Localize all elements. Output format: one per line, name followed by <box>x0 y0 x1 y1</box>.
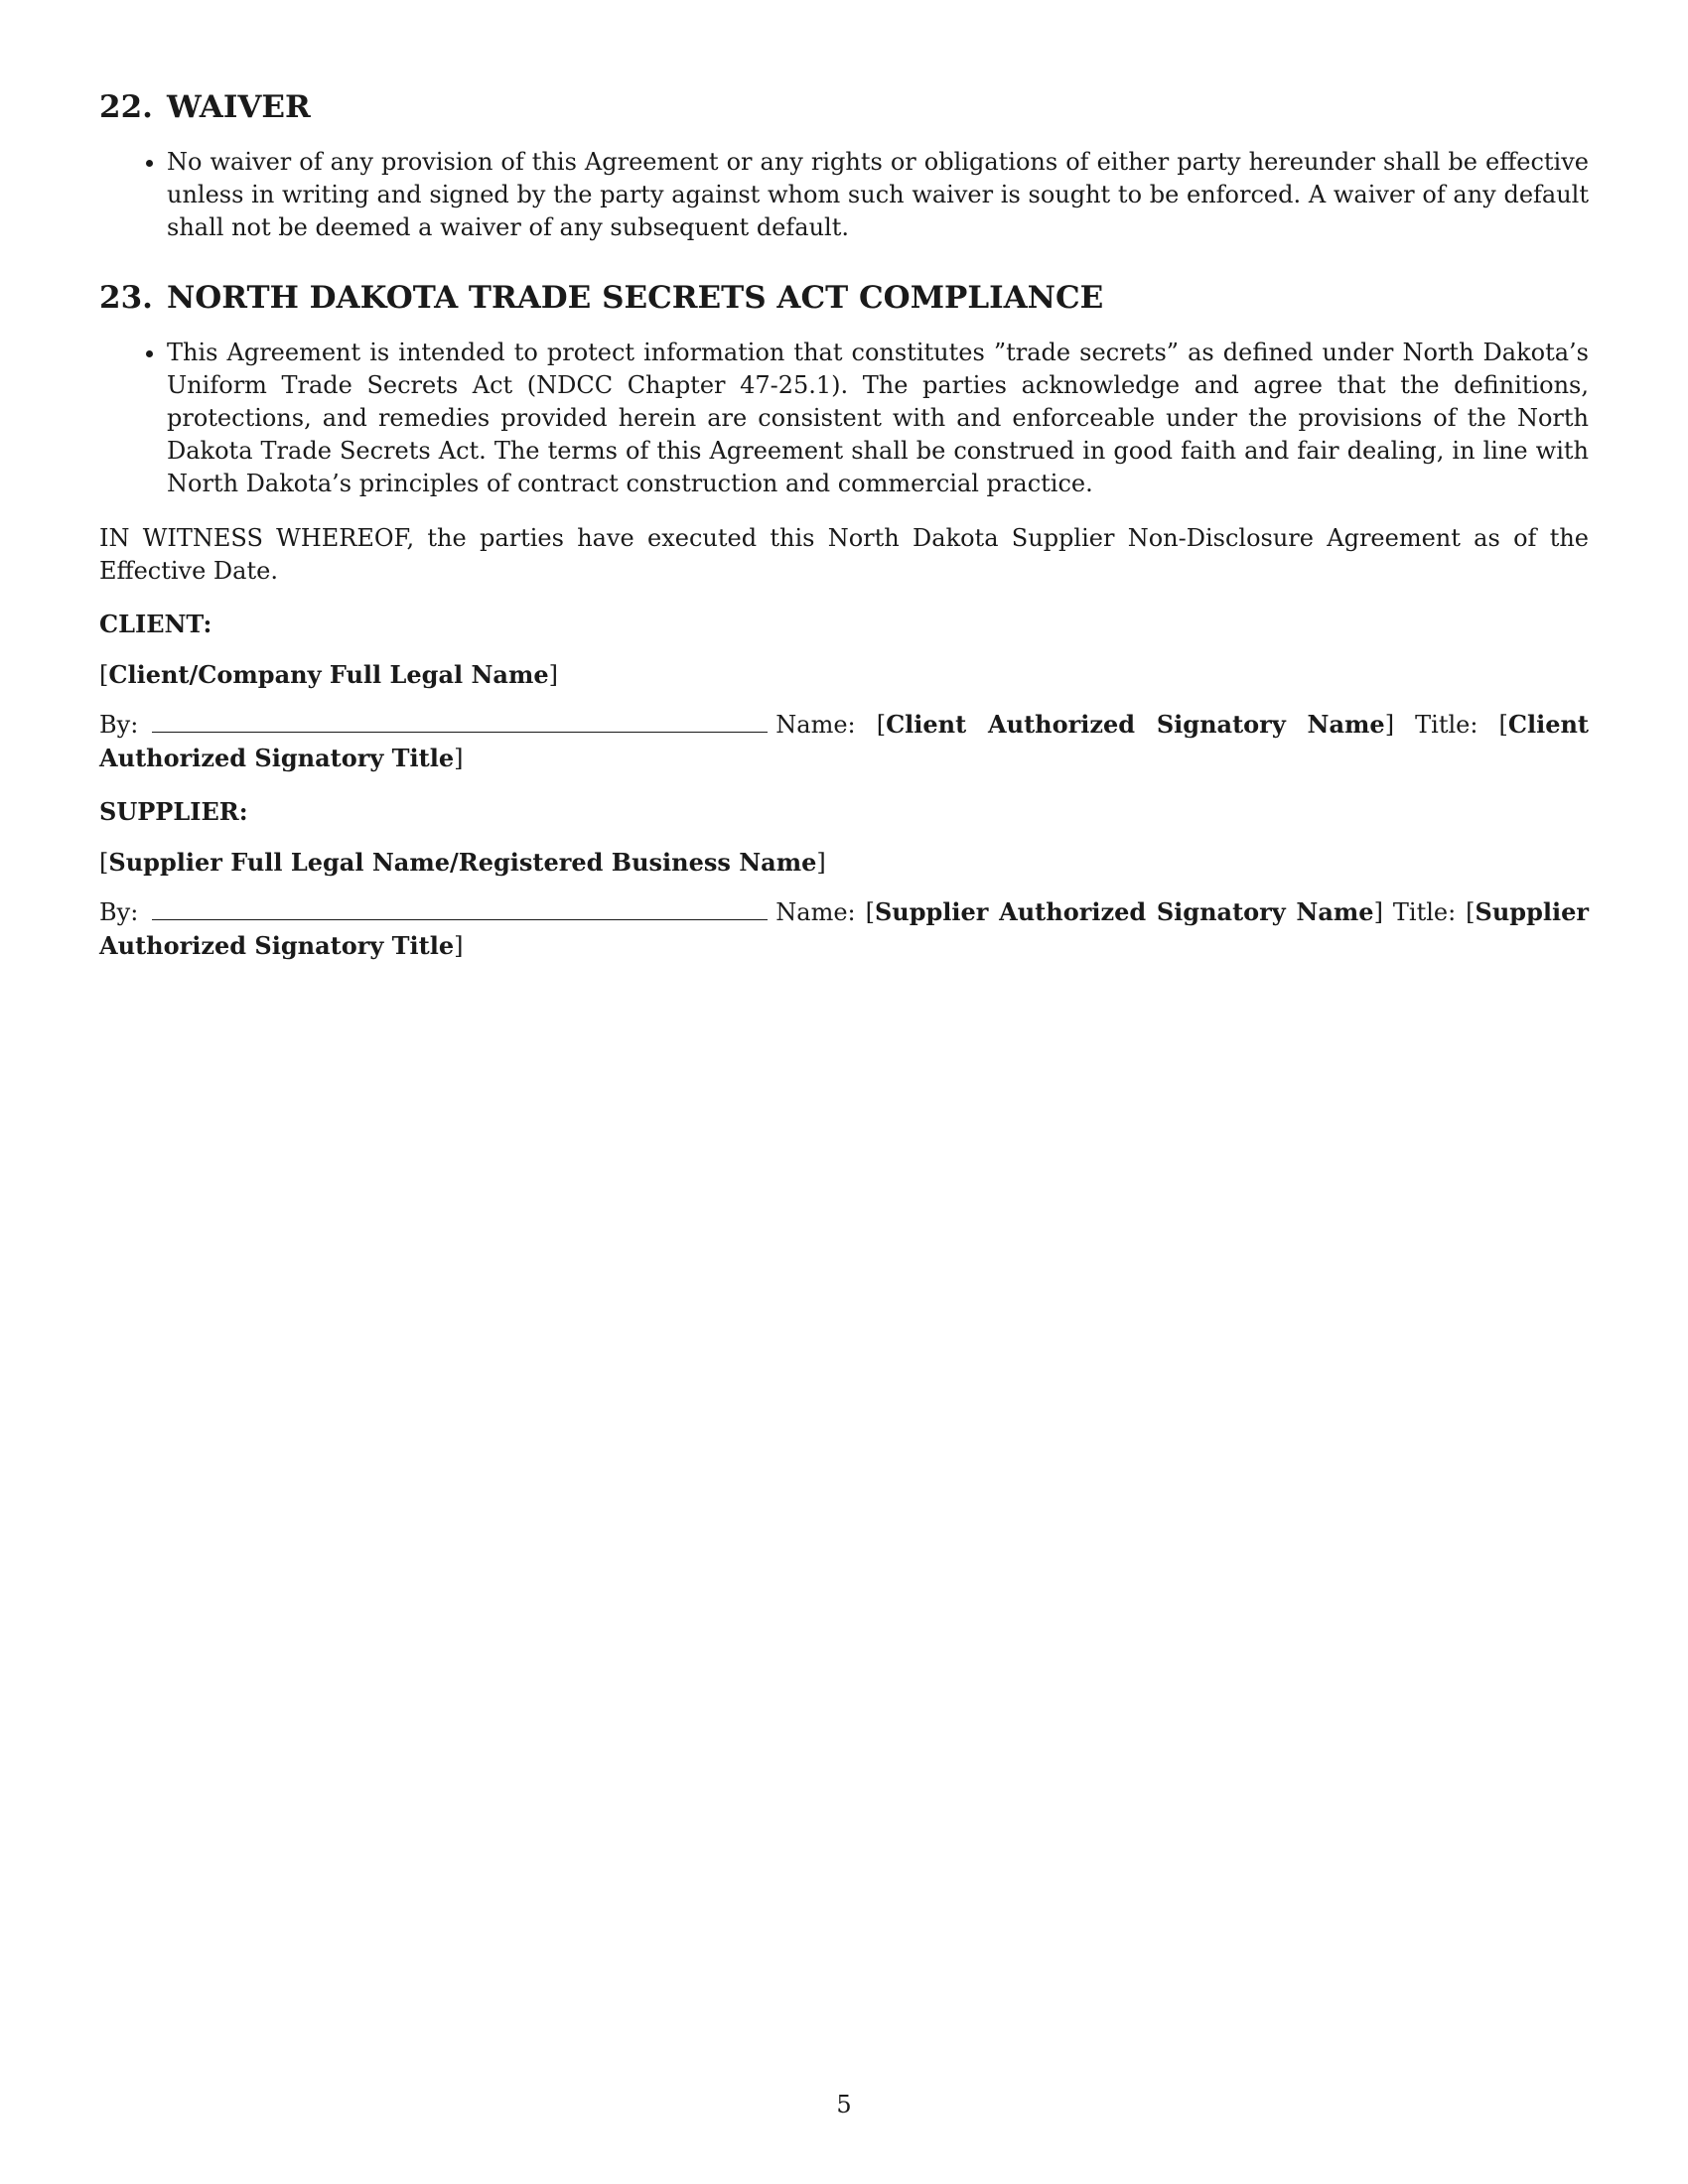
list-item: • No waiver of any provision of this Agreement or any rights or obligations of either party hereunder shall be effective unless in writing and signed by the party against whom such waiver is sought to be enforced. A waiver of any default shall not be deemed a waiver of any subsequent default. <box>167 146 1589 244</box>
client-party-name: [Client/Company Full Legal Name] <box>99 660 558 690</box>
section-heading: 22. WAIVER <box>99 89 311 125</box>
supplier-label: SUPPLIER: <box>99 797 248 827</box>
signature-field[interactable] <box>152 897 768 920</box>
section-waiver <box>99 89 1589 244</box>
bullet-list <box>99 337 1589 500</box>
supplier-signature-line: By: Name: [Supplier Authorized Signatory Name] Title: [Supplier Authorized Signatory Title] <box>99 897 1589 961</box>
section-trade-secrets <box>99 280 1589 500</box>
page-number: 5 <box>836 2091 852 2118</box>
document-page <box>99 89 1589 983</box>
witness-clause: IN WITNESS WHEREOF, the parties have executed this North Dakota Supplier Non-Disclosure Agreement as of the Effective Date. <box>99 524 1589 586</box>
bullet-list <box>99 146 1589 244</box>
client-label: CLIENT: <box>99 610 212 639</box>
supplier-party-name: [Supplier Full Legal Name/Registered Business Name] <box>99 848 826 878</box>
list-item: • This Agreement is intended to protect information that constitutes ”trade secrets” as defined under North Dakota’s Uniform Trade Secrets Act (NDCC Chapter 47-25.1). The parties acknowledge and agree that the definitions, protections, and remedies provided herein are consistent with and enforceable under the provisions of the North Dakota Trade Secrets Act. The terms of this Agreement shall be construed in good faith and fair dealing, in line with North Dakota’s principles of contract construction and commercial practice. <box>167 337 1589 500</box>
signature-field[interactable] <box>152 710 768 733</box>
client-signature-line: By: Name: [Client Authorized Signatory Name] Title: [Client Authorized Signatory Title] <box>99 710 1590 773</box>
section-heading: 23. NORTH DAKOTA TRADE SECRETS ACT COMPLIANCE <box>99 280 1104 317</box>
client-signature-block <box>99 608 1589 775</box>
supplier-signature-block <box>99 795 1589 963</box>
